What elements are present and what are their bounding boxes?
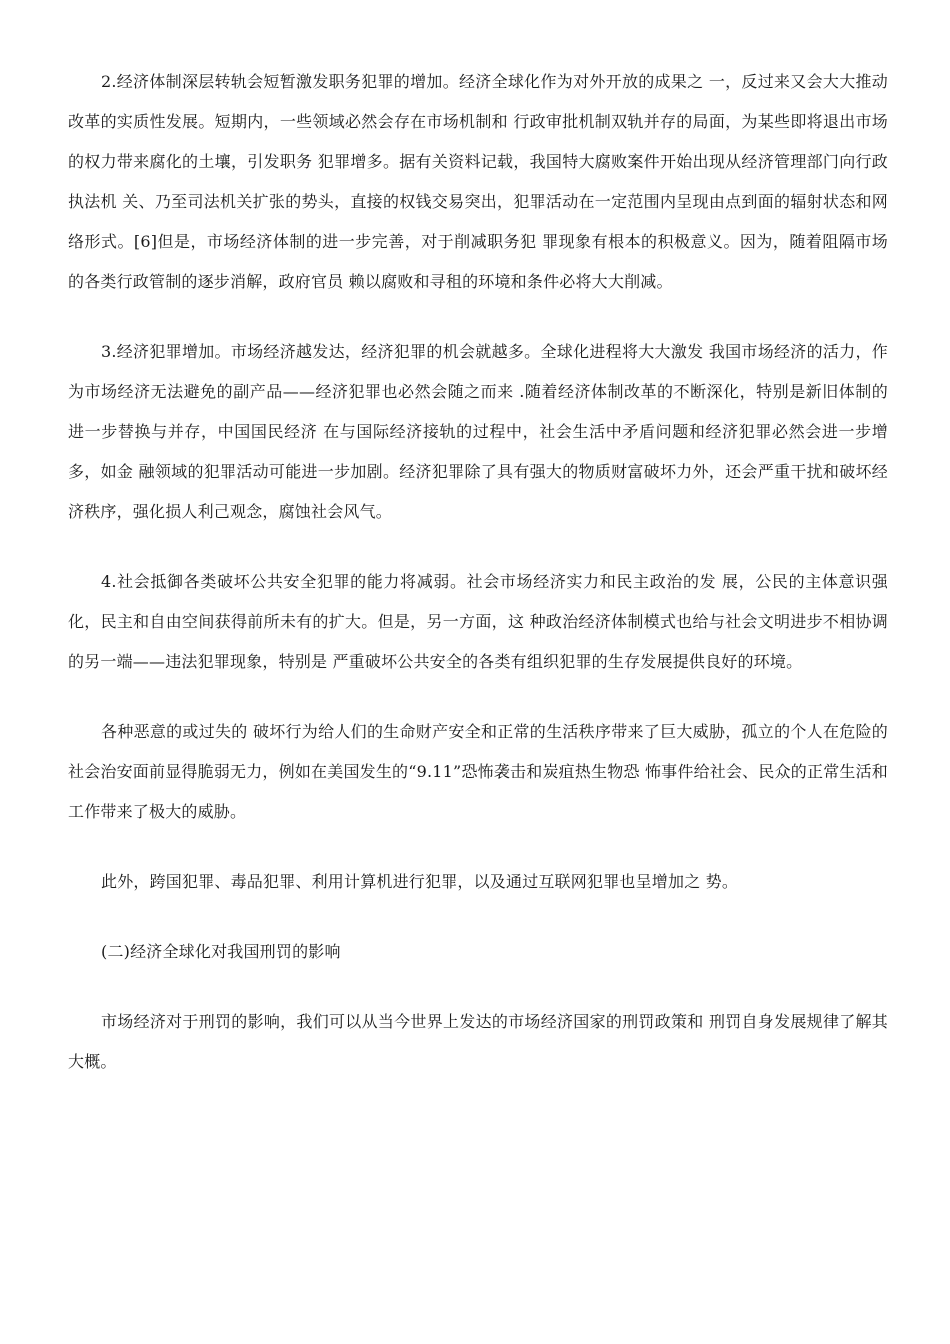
paragraph-public-safety: 4.社会抵御各类破坏公共安全犯罪的能力将减弱。社会市场经济实力和民主政治的发 展，公民的主体意识强化，民主和自由空间获得前所未有的扩大。但是，另一方面，这 种政治经济体制模式也给与社会文明进步不相协调的另一端——违法犯罪现象，特别是 严重破坏公共安全的各类有组织犯罪的生存发展提供良好的环境。 — [68, 572, 888, 671]
paragraph-economic-crime: 3.经济犯罪增加。市场经济越发达，经济犯罪的机会就越多。全球化进程将大大激发 我国市场经济的活力，作为市场经济无法避免的副产品——经济犯罪也必然会随之而来 .随着经济体制改革的不断深化，特别是新旧体制的进一步替换与并存，中国国民经济 在与国际经济接轨的过程中，社会生活中矛盾问题和经济犯罪必然会进一步增多，如金 融领域的犯罪活动可能进一步加剧。经济犯罪除了具有强大的物质财富破坏力外，还会严重干扰和破坏经济秩序，强化损人利己观念，腐蚀社会风气。 — [68, 342, 888, 521]
paragraph-threats: 各种恶意的或过失的 破坏行为给人们的生命财产安全和正常的生活秩序带来了巨大威胁，孤立的个人在危险的社会治安面前显得脆弱无力，例如在美国发生的“9.11”恐怖袭击和炭疽热生物恐 怖事件给社会、民众的正常生活和工作带来了极大的威胁。 — [68, 722, 888, 821]
document-page — [68, 62, 888, 1082]
paragraph-job-crime: 2.经济体制深层转轨会短暂激发职务犯罪的增加。经济全球化作为对外开放的成果之 一，反过来又会大大推动改革的实质性发展。短期内，一些领域必然会存在市场机制和 行政审批机制双轨并存的局面，为某些即将退出市场的权力带来腐化的土壤，引发职务 犯罪增多。据有关资料记载，我国特大腐败案件开始出现从经济管理部门向行政执法机 关、乃至司法机关扩张的势头，直接的权钱交易突出，犯罪活动在一定范围内呈现由点到面的辐射状态和网络形式。[6]但是，市场经济体制的进一步完善，对于削减职务犯 罪现象有根本的积极意义。因为，随着阻隔市场的各类行政管制的逐步消解，政府官员 赖以腐败和寻租的环境和条件必将大大削减。 — [68, 72, 888, 291]
paragraph-transnational-crime: 此外，跨国犯罪、毒品犯罪、利用计算机进行犯罪，以及通过互联网犯罪也呈增加之 势。 — [101, 872, 739, 891]
paragraph-penalty-impact: 市场经济对于刑罚的影响，我们可以从当今世界上发达的市场经济国家的刑罚政策和 刑罚自身发展规律了解其大概。 — [68, 1012, 888, 1071]
section-heading: (二)经济全球化对我国刑罚的影响 — [101, 942, 341, 961]
